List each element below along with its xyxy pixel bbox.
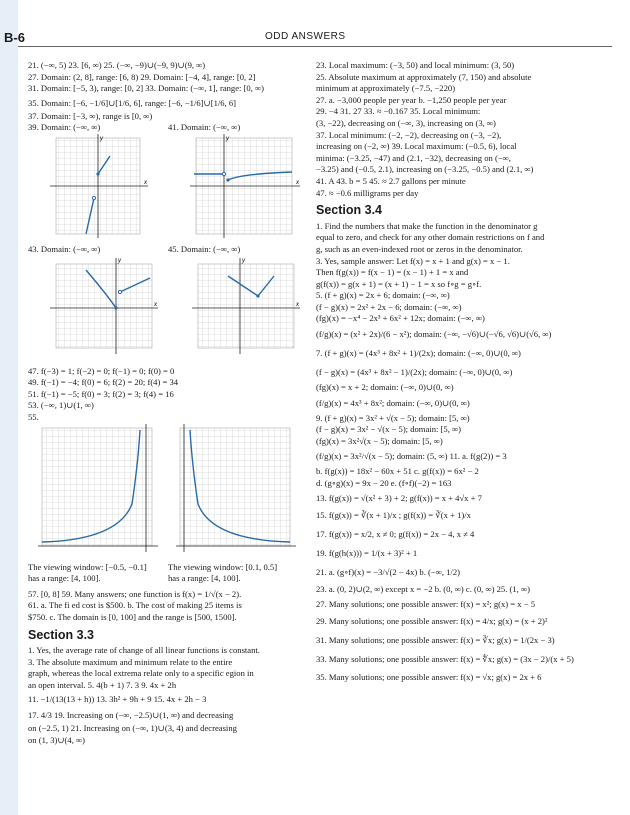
- answer-line: minimum at approximately (−7.5, −220): [316, 83, 456, 94]
- answer-line: g(f(x)) = g(x + 1) = (x + 1) − 1 = x so f∘g = g∘f.: [316, 278, 482, 289]
- answer-line: 17. 4/3 19. Increasing on (−∞, −2.5)∪(1, ∞) and decreasing: [28, 710, 234, 721]
- caption-right: The viewing window: [0.1, 0.5]: [168, 561, 278, 572]
- graph-row-3: [28, 424, 306, 562]
- answer-line: (fg)(x) = −x⁴ − 2x³ + 6x² + 12x; domain: (−∞, ∞): [316, 313, 485, 324]
- graph-row-2: [28, 256, 306, 366]
- svg-text:y: y: [242, 257, 245, 264]
- answer-line: [28, 122, 306, 134]
- answer-line: graph, whereas the local extrema relate only to a specific egion in: [28, 668, 254, 679]
- answer-line: 5. (f + g)(x) = 2x + 6; domain: (−∞, ∞): [316, 290, 450, 301]
- answer-line: on (1, 3)∪(4, ∞): [28, 735, 86, 746]
- answer-line: 49. f(−1) = −4; f(0) = 6; f(2) = 20; f(4) = 34: [28, 377, 179, 388]
- answer-line: $750. c. The domain is [0, 100] and the range is [500, 1500].: [28, 611, 237, 622]
- answer-line: 55.: [28, 411, 39, 422]
- answer-line: 7. (f + g)(x) = (4x³ + 8x² + 1)/(2x); domain: (−∞, 0)∪(0, ∞): [316, 348, 521, 359]
- answer-line: 1. Yes, the average rate of change of all linear functions is constant.: [28, 645, 260, 656]
- left-column: [28, 60, 306, 747]
- answer-line: (f − g)(x) = 3x² − √(x − 5); domain: [5, ∞): [316, 424, 461, 435]
- answer-line: (fg)(x) = 3x²√(x − 5); domain: [5, ∞): [316, 435, 443, 446]
- answer-line: d. (g∘g)(x) = 9x − 20 e. (f∘f)(−2) = 163: [316, 478, 452, 489]
- answer-line: 61. a. The fi ed cost is $500. b. The cost of making 25 items is: [28, 600, 242, 611]
- answer-line: 37. Domain: [−3, ∞), range is [0, ∞): [28, 110, 153, 121]
- answer-line: 23. a. (0, 2)∪(2, ∞) except x = −2 b. (0, ∞) c. (0, ∞) 25. (1, ∞): [316, 583, 530, 594]
- svg-text:x: x: [296, 179, 299, 186]
- answer-line: [28, 244, 306, 256]
- answer-line: 17. f(g(x)) = x/2, x ≠ 0; g(f(x)) = 2x − 4, x ≠ 4: [316, 528, 475, 539]
- graphs-43-45: [28, 256, 306, 356]
- answer-line: an open interval. 5. 4(b + 1) 7. 3 9. 4x + 2h: [28, 679, 177, 690]
- answer-line: (3, −22), decreasing on (−∞, 3), increasing on (3, ∞): [316, 117, 496, 128]
- answer-line: 21. (−∞, 5) 23. [6, ∞) 25. (−∞, −9)∪(−9, 9)∪(9, ∞): [28, 60, 206, 70]
- svg-text:y: y: [226, 135, 229, 142]
- caption-row: [28, 562, 306, 574]
- answer-line: 29. −4 31. 27 33. ≈ −0.167 35. Local minimum:: [316, 106, 481, 117]
- answer-line: g, such as an even-indexed root or zeros in the denominator.: [316, 243, 523, 254]
- svg-text:y: y: [118, 257, 121, 264]
- answer-line: 31. Many solutions; one possible answer: f(x) = ∛x; g(x) = 1/(2x − 3): [316, 634, 555, 645]
- answer-line: on (−2.5, 1) 21. Increasing on (−∞, 1)∪(3, 4) and decreasing: [28, 723, 237, 734]
- answer-line: 51. f(−1) = −5; f(0) = 3; f(2) = 3; f(4) = 16: [28, 388, 174, 399]
- answer-line: 19. f(g(h(x))) = 1/(x + 3)² + 1: [316, 547, 418, 558]
- answer-line: 33. Many solutions; one possible answer: f(x) = ∜x; g(x) = (3x − 2)/(x + 5): [316, 653, 574, 664]
- answer-line: 27. a. −3,000 people per year b. −1,250 people per year: [316, 94, 507, 105]
- graphs-39-41: [28, 134, 306, 242]
- page-number: B-6: [4, 30, 25, 45]
- answer-line: 37. Local minimum: (−2, −2), decreasing on (−3, −2),: [316, 129, 502, 140]
- answer-39: 39. Domain: (−∞, ∞): [28, 122, 101, 133]
- svg-text:x: x: [296, 301, 299, 308]
- answer-45: 45. Domain: (−∞, ∞): [168, 243, 241, 254]
- answer-line: (f/g)(x) = 3x²/√(x − 5); domain: (5, ∞) 11. a. f(g(2)) = 3: [316, 451, 507, 462]
- answer-line: 3. The absolute maximum and minimum relate to the entire: [28, 656, 233, 667]
- answer-line: 47. f(−3) = 1; f(−2) = 0; f(−1) = 0; f(0) = 0: [28, 365, 175, 376]
- answer-line: (f − g)(x) = (4x³ + 8x² − 1)/(2x); domain: (−∞, 0)∪(0, ∞): [316, 367, 513, 378]
- page-edge-band: [0, 0, 18, 815]
- graphs-55: [28, 424, 306, 558]
- answer-line: b. f(g(x)) = 18x² − 60x + 51 c. g(f(x)) = 6x² − 2: [316, 466, 479, 477]
- answer-line: 11. −1/(13(13 + h)) 13. 3h² + 9h + 9 15. 4x + 2h − 3: [28, 694, 207, 705]
- caption-row: [28, 573, 306, 585]
- answer-line: 27. Domain: (2, 8], range: [6, 8) 29. Domain: [−4, 4], range: [0, 2]: [28, 71, 256, 82]
- answer-line: 35. Many solutions; one possible answer: f(x) = √x; g(x) = 2x + 6: [316, 671, 542, 682]
- answer-line: 57. [0, 8] 59. Many answers; one function is f(x) = 1/√(x − 2).: [28, 588, 242, 599]
- answer-line: increasing on (−2, ∞) 39. Local maximum: (−0.5, 6), local: [316, 141, 517, 152]
- answer-line: (fg)(x) = x + 2; domain: (−∞, 0)∪(0, ∞): [316, 382, 454, 393]
- caption-right: has a range: [4, 100].: [168, 573, 241, 584]
- answer-line: 47. ≈ −0.6 milligrams per day: [316, 187, 419, 198]
- answer-line: 25. Absolute maximum at approximately (7, 150) and absolute: [316, 71, 532, 82]
- header-rule: [18, 46, 612, 47]
- answer-line: 35. Domain: [−6, −1/6]∪[1/6, 6], range: [−6, −1/6]∪[1/6, 6]: [28, 97, 237, 108]
- answer-line: 41. A 43. b = 5 45. ≈ 2.7 gallons per minute: [316, 175, 466, 186]
- answer-line: Then f(g(x)) = f(x − 1) = (x − 1) + 1 = x and: [316, 267, 469, 278]
- svg-text:x: x: [144, 179, 147, 186]
- answer-41: 41. Domain: (−∞, ∞): [168, 122, 241, 133]
- answer-line: 13. f(g(x)) = √(x² + 3) + 2; g(f(x)) = x + 4√x + 7: [316, 492, 482, 503]
- answer-line: 15. f(g(x)) = ∛(x + 1)/x ; g(f(x)) = ∛(x + 1)/x: [316, 509, 471, 520]
- svg-text:y: y: [100, 135, 103, 142]
- section-heading-3-3: Section 3.3: [28, 627, 94, 642]
- answer-43: 43. Domain: (−∞, ∞): [28, 243, 101, 254]
- answer-line: minima: (−3.25, −47) and (2.1, −32), decreasing on (−∞,: [316, 152, 511, 163]
- answer-line: (f/g)(x) = (x² + 2x)/(6 − x²); domain: (−∞, −√6)∪(−√6, √6)∪(√6, ∞): [316, 329, 552, 340]
- answer-line: 29. Many solutions; one possible answer: f(x) = 4/x; g(x) = (x + 2)²: [316, 615, 548, 626]
- answer-line: 23. Local maximum: (−3, 50) and local minimum: (3, 50): [316, 60, 515, 70]
- answer-line: −3.25) and (−0.5, 2.1), increasing on (−3.25, −0.5) and (2.1, ∞): [316, 164, 534, 175]
- answer-line: 1. Find the numbers that make the function in the denominator g: [316, 220, 538, 231]
- answer-line: 31. Domain: [−5, 3), range: [0, 2] 33. Domain: (−∞, 1], range: [0, ∞): [28, 83, 265, 94]
- section-heading-3-4: Section 3.4: [316, 203, 382, 218]
- svg-text:x: x: [154, 301, 157, 308]
- caption-left: The viewing window: [−0.5, −0.1]: [28, 561, 147, 572]
- answer-line: 21. a. (g∘f)(x) = −3/√(2 − 4x) b. (−∞, 1/2): [316, 566, 460, 577]
- answer-line: 9. (f + g)(x) = 3x² + √(x − 5); domain: [5, ∞): [316, 412, 470, 423]
- answer-line: 53. (−∞, 1)∪(1, ∞): [28, 400, 94, 411]
- answer-line: (f − g)(x) = 2x² + 2x − 6; domain: (−∞, ∞): [316, 301, 462, 312]
- graph-row-1: [28, 134, 306, 244]
- answer-line: (f/g)(x) = 4x³ + 8x²; domain: (−∞, 0)∪(0, ∞): [316, 397, 470, 408]
- caption-left: has a range: [4, 100].: [28, 573, 101, 584]
- answer-line: equal to zero, and check for any other domain restrictions on f and: [316, 232, 545, 243]
- answer-line: 3. Yes, sample answer: Let f(x) = x + 1 and g(x) = x − 1.: [316, 255, 510, 266]
- running-head: ODD ANSWERS: [265, 31, 346, 42]
- right-column: [316, 60, 606, 685]
- answer-line: 27. Many solutions; one possible answer: f(x) = x²; g(x) = x − 5: [316, 598, 536, 609]
